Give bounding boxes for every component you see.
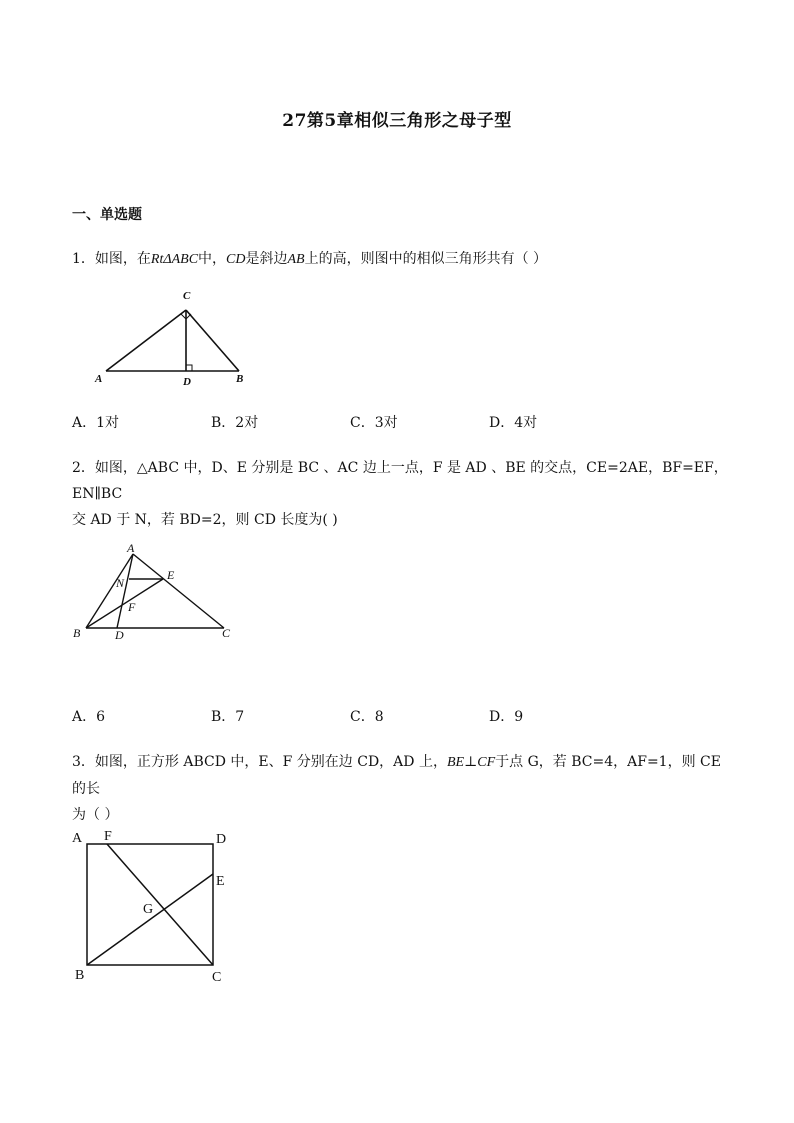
label-d: D <box>115 628 124 642</box>
label-f: F <box>128 600 136 614</box>
segment-be <box>86 579 163 628</box>
side-ac <box>106 310 186 371</box>
question-2-text <box>72 455 732 533</box>
question-2-choices <box>72 706 628 726</box>
label-f: F <box>104 829 112 844</box>
choice-b[interactable]: B．7 <box>211 709 245 725</box>
label-e: E <box>167 568 175 582</box>
label-c: C <box>222 626 231 640</box>
choice-b[interactable]: B．2对 <box>211 415 259 431</box>
question-1-text <box>72 246 732 273</box>
label-d: D <box>216 832 227 847</box>
question-3-perp: ⊥ <box>464 754 478 770</box>
choice-a[interactable]: A．6 <box>72 709 106 725</box>
question-1-mid2: 是斜边 <box>245 251 288 267</box>
side-ab <box>86 554 133 628</box>
choice-a[interactable]: A．1对 <box>72 415 120 431</box>
question-3-cf: CF <box>477 755 496 770</box>
segment-ad <box>117 554 133 628</box>
label-c: C <box>183 290 191 302</box>
question-1-ab: AB <box>287 252 305 267</box>
side-bc <box>186 310 239 371</box>
section-heading: 一、单选题 <box>72 207 142 223</box>
label-a: A <box>95 373 103 385</box>
label-d: D <box>183 376 191 388</box>
question-1-cd: CD <box>226 252 246 267</box>
choice-c[interactable]: C．3对 <box>350 415 398 431</box>
question-2-line1: 2．如图，△ABC 中，D、E 分别是 BC 、AC 边上一点，F 是 AD 、BE 的交点，CE=2AE，BF=EF，EN∥BC <box>72 460 728 502</box>
question-3-part1: 3．如图，正方形 ABCD 中，E、F 分别在边 CD，AD 上， <box>72 754 447 770</box>
question-3-part2: 于点 G，若 BC=4，AF=1，则 CE 的长 <box>72 754 721 797</box>
question-3-figure <box>68 826 243 986</box>
choice-d[interactable]: D．9 <box>489 709 524 725</box>
label-c: C <box>212 970 222 985</box>
question-3-line2: 为（ ） <box>72 807 119 823</box>
question-1-mid1: 中， <box>198 251 227 267</box>
label-b: B <box>236 373 244 385</box>
label-g: G <box>143 902 154 917</box>
question-1-tail: 上的高，则图中的相似三角形共有（ ） <box>304 251 548 267</box>
segment-be <box>87 874 213 965</box>
question-2-figure <box>70 540 245 645</box>
label-b: B <box>75 968 85 983</box>
question-1-rt: Rt <box>150 252 164 267</box>
label-n: N <box>116 576 125 590</box>
page-title: 27第5章相似三角形之母子型 <box>282 111 512 131</box>
question-1-triangle: ΔABC <box>163 252 199 267</box>
question-1-figure <box>90 288 255 388</box>
choice-d[interactable]: D．4对 <box>489 415 538 431</box>
label-a: A <box>127 541 135 555</box>
right-angle-mark-d <box>186 365 192 371</box>
question-3-line1 <box>72 749 732 802</box>
label-b: B <box>73 626 81 640</box>
question-3-text <box>72 749 732 828</box>
question-2-line2: 交 AD 于 N，若 BD=2，则 CD 长度为( ) <box>72 512 338 528</box>
question-1-choices <box>72 412 628 432</box>
segment-cf <box>107 844 213 965</box>
label-a: A <box>72 831 83 846</box>
choice-c[interactable]: C．8 <box>350 709 384 725</box>
question-1-lead: 1．如图，在 <box>72 251 151 267</box>
label-e: E <box>216 874 225 889</box>
question-3-be: BE <box>446 755 465 770</box>
side-ac <box>133 554 224 628</box>
